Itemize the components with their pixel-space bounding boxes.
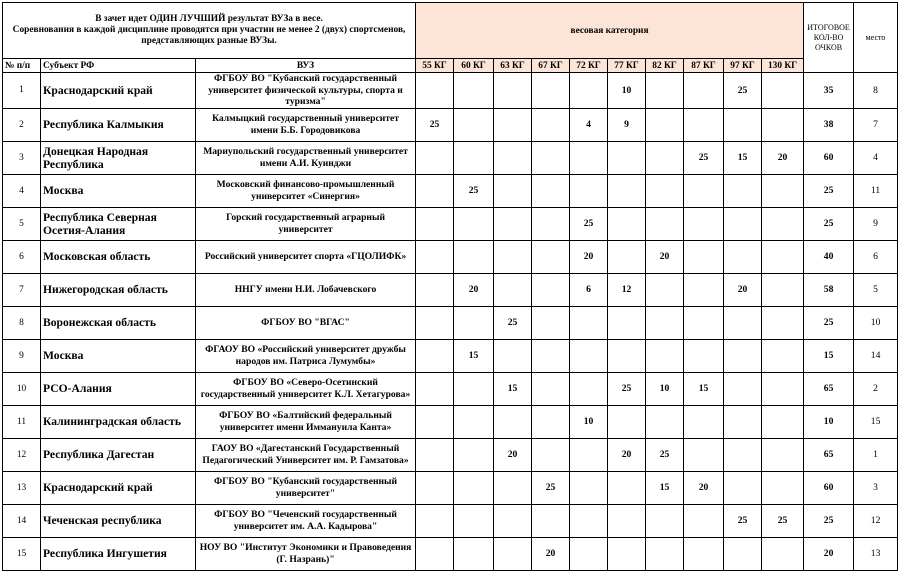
score-cell [416, 141, 454, 174]
score-cell: 15 [494, 372, 532, 405]
table-row [3, 273, 898, 306]
table-row [3, 207, 898, 240]
score-cell: 25 [608, 372, 646, 405]
score-cell [532, 405, 570, 438]
score-cell [416, 174, 454, 207]
weight-column-header: 60 КГ [454, 59, 494, 73]
score-cell [684, 339, 724, 372]
header-row-top [3, 3, 898, 59]
score-cell [684, 306, 724, 339]
score-cell [684, 504, 724, 537]
score-cell [454, 240, 494, 273]
score-cell [724, 108, 762, 141]
score-cell [454, 141, 494, 174]
score-cell [646, 141, 684, 174]
score-cell [762, 471, 804, 504]
total-points-header: ИТОГОВОЕ КОЛ-ВО ОЧКОВ [804, 3, 854, 73]
subject-cell: Воронежская область [41, 306, 196, 339]
table-row [3, 73, 898, 109]
subject-cell: Чеченская республика [41, 504, 196, 537]
row-number: 8 [3, 306, 41, 339]
subject-cell: РСО-Алания [41, 372, 196, 405]
place-cell: 3 [854, 471, 898, 504]
row-number: 6 [3, 240, 41, 273]
score-cell [762, 207, 804, 240]
score-cell: 25 [724, 504, 762, 537]
university-cell: НОУ ВО "Институт Экономики и Правоведения (Г. Назрань)" [196, 537, 416, 570]
score-cell [684, 207, 724, 240]
university-cell: ФГБОУ ВО "Чеченский государственный университет им. А.А. Кадырова" [196, 504, 416, 537]
score-cell [454, 372, 494, 405]
score-cell: 25 [494, 306, 532, 339]
total-points-cell: 60 [804, 471, 854, 504]
score-cell [724, 207, 762, 240]
total-points-cell: 25 [804, 306, 854, 339]
score-cell [762, 438, 804, 471]
score-cell [684, 537, 724, 570]
score-cell [570, 438, 608, 471]
university-cell: Горский государственный аграрный университет [196, 207, 416, 240]
score-cell [724, 372, 762, 405]
score-cell [454, 438, 494, 471]
score-cell [416, 339, 454, 372]
score-cell [416, 372, 454, 405]
score-cell [762, 306, 804, 339]
score-cell [646, 537, 684, 570]
score-cell [494, 339, 532, 372]
row-number: 9 [3, 339, 41, 372]
rules-note-line1: В зачет идет ОДИН ЛУЧШИЙ результат ВУЗа в весе. [95, 14, 323, 24]
score-cell [494, 504, 532, 537]
university-cell: Российский университет спорта «ГЦОЛИФК» [196, 240, 416, 273]
score-cell: 20 [762, 141, 804, 174]
score-cell [494, 73, 532, 109]
score-cell [684, 108, 724, 141]
score-cell [570, 73, 608, 109]
score-cell [762, 537, 804, 570]
score-cell [454, 405, 494, 438]
university-cell: Московский финансово-промышленный университет «Синергия» [196, 174, 416, 207]
score-cell [608, 207, 646, 240]
score-cell: 25 [646, 438, 684, 471]
score-cell [494, 141, 532, 174]
score-cell [454, 471, 494, 504]
subject-cell: Нижегородская область [41, 273, 196, 306]
weight-category-header: весовая категория [416, 3, 804, 59]
score-cell: 20 [608, 438, 646, 471]
weight-column-header: 130 КГ [762, 59, 804, 73]
rules-note [3, 3, 416, 59]
score-cell [416, 504, 454, 537]
place-cell: 12 [854, 504, 898, 537]
score-cell [570, 339, 608, 372]
total-points-cell: 25 [804, 174, 854, 207]
score-cell [608, 339, 646, 372]
score-cell: 20 [454, 273, 494, 306]
place-cell: 6 [854, 240, 898, 273]
score-cell [570, 537, 608, 570]
university-cell: Мариупольский государственный университет имени А.И. Куинджи [196, 141, 416, 174]
score-cell [570, 372, 608, 405]
score-cell [494, 537, 532, 570]
subject-cell: Республика Дагестан [41, 438, 196, 471]
score-cell [532, 339, 570, 372]
score-cell [416, 306, 454, 339]
row-number: 5 [3, 207, 41, 240]
score-cell [454, 504, 494, 537]
score-cell [532, 174, 570, 207]
weight-column-header: 77 КГ [608, 59, 646, 73]
total-points-cell: 40 [804, 240, 854, 273]
score-cell: 25 [416, 108, 454, 141]
table-row [3, 504, 898, 537]
score-cell [494, 471, 532, 504]
university-cell: ФГБОУ ВО «Балтийский федеральный университет имени Иммануила Канта» [196, 405, 416, 438]
score-cell [494, 174, 532, 207]
score-cell [532, 504, 570, 537]
place-cell: 10 [854, 306, 898, 339]
score-cell [724, 306, 762, 339]
score-cell [570, 504, 608, 537]
subject-cell: Республика Северная Осетия-Алания [41, 207, 196, 240]
place-cell: 14 [854, 339, 898, 372]
table-row [3, 240, 898, 273]
score-cell [608, 240, 646, 273]
score-cell [532, 306, 570, 339]
score-cell [494, 108, 532, 141]
university-cell: ФГБОУ ВО "Кубанский государственный университет физической культуры, спорта и туризма" [196, 73, 416, 109]
score-cell [724, 339, 762, 372]
subject-cell: Республика Калмыкия [41, 108, 196, 141]
subject-cell: Краснодарский край [41, 471, 196, 504]
score-cell: 15 [646, 471, 684, 504]
score-cell [724, 405, 762, 438]
table-row [3, 141, 898, 174]
university-cell: Калмыцкий государственный университет имени Б.Б. Городовикова [196, 108, 416, 141]
score-cell [646, 504, 684, 537]
score-cell [684, 174, 724, 207]
score-cell [532, 73, 570, 109]
score-cell: 9 [608, 108, 646, 141]
score-cell: 15 [724, 141, 762, 174]
score-cell [532, 372, 570, 405]
weight-column-header: 97 КГ [724, 59, 762, 73]
place-cell: 11 [854, 174, 898, 207]
score-cell [608, 504, 646, 537]
total-points-cell: 65 [804, 372, 854, 405]
table-row [3, 372, 898, 405]
total-points-cell: 20 [804, 537, 854, 570]
score-cell [608, 405, 646, 438]
score-cell [646, 273, 684, 306]
subject-cell: Донецкая Народная Республика [41, 141, 196, 174]
score-cell: 25 [724, 73, 762, 109]
place-cell: 4 [854, 141, 898, 174]
score-cell [570, 306, 608, 339]
university-cell: ФГБОУ ВО «Северо-Осетинский государственный университет К.Л. Хетагурова» [196, 372, 416, 405]
place-header: место [854, 3, 898, 73]
score-cell [494, 207, 532, 240]
score-cell [684, 73, 724, 109]
score-cell [608, 141, 646, 174]
weight-column-header: 67 КГ [532, 59, 570, 73]
table-row [3, 339, 898, 372]
total-points-cell: 60 [804, 141, 854, 174]
total-points-cell: 10 [804, 405, 854, 438]
row-number: 7 [3, 273, 41, 306]
score-cell [416, 240, 454, 273]
total-points-cell: 25 [804, 207, 854, 240]
score-cell [608, 471, 646, 504]
score-cell: 20 [570, 240, 608, 273]
table-row [3, 306, 898, 339]
score-cell: 15 [454, 339, 494, 372]
score-cell [416, 537, 454, 570]
score-cell [646, 108, 684, 141]
subject-cell: Калининградская область [41, 405, 196, 438]
score-cell [724, 438, 762, 471]
score-cell: 25 [762, 504, 804, 537]
place-cell: 13 [854, 537, 898, 570]
place-cell: 1 [854, 438, 898, 471]
table-row [3, 537, 898, 570]
weight-column-header: 82 КГ [646, 59, 684, 73]
score-cell: 20 [646, 240, 684, 273]
score-cell [762, 273, 804, 306]
row-number: 10 [3, 372, 41, 405]
score-cell: 25 [570, 207, 608, 240]
score-cell [532, 207, 570, 240]
total-points-cell: 38 [804, 108, 854, 141]
row-number: 4 [3, 174, 41, 207]
score-cell [762, 339, 804, 372]
score-cell: 25 [684, 141, 724, 174]
score-cell [608, 306, 646, 339]
score-cell [570, 471, 608, 504]
row-number: 12 [3, 438, 41, 471]
subject-cell: Краснодарский край [41, 73, 196, 109]
score-cell: 25 [454, 174, 494, 207]
score-cell [724, 537, 762, 570]
subject-cell: Москва [41, 339, 196, 372]
score-cell [762, 372, 804, 405]
score-cell [684, 438, 724, 471]
score-cell: 10 [608, 73, 646, 109]
score-cell [416, 405, 454, 438]
score-cell: 20 [494, 438, 532, 471]
score-cell [454, 306, 494, 339]
place-cell: 7 [854, 108, 898, 141]
weight-column-header: 55 КГ [416, 59, 454, 73]
score-cell [646, 339, 684, 372]
table-row [3, 108, 898, 141]
table-row [3, 174, 898, 207]
score-cell [724, 174, 762, 207]
score-cell [416, 471, 454, 504]
score-cell [762, 405, 804, 438]
university-cell: ФГБОУ ВО "ВГАС" [196, 306, 416, 339]
score-cell: 20 [532, 537, 570, 570]
row-number: 15 [3, 537, 41, 570]
weight-column-header: 72 КГ [570, 59, 608, 73]
place-cell: 15 [854, 405, 898, 438]
rules-note-line2: Соревнования в каждой дисциплине проводятся при участии не менее 2 (двух) спортсменов, представляющих разные ВУЗы. [12, 25, 406, 46]
score-cell [646, 73, 684, 109]
total-points-cell: 15 [804, 339, 854, 372]
place-cell: 8 [854, 73, 898, 109]
row-number: 14 [3, 504, 41, 537]
table-row [3, 438, 898, 471]
num-column-header: № п/п [3, 59, 41, 73]
total-points-cell: 25 [804, 504, 854, 537]
place-cell: 5 [854, 273, 898, 306]
score-cell: 6 [570, 273, 608, 306]
subject-cell: Республика Ингушетия [41, 537, 196, 570]
weight-column-header: 63 КГ [494, 59, 532, 73]
place-cell: 2 [854, 372, 898, 405]
subject-column-header: Субъект РФ [41, 59, 196, 73]
row-number: 13 [3, 471, 41, 504]
score-cell [608, 537, 646, 570]
score-cell [494, 240, 532, 273]
score-cell [762, 174, 804, 207]
score-cell: 20 [684, 471, 724, 504]
score-cell [494, 405, 532, 438]
score-cell [762, 73, 804, 109]
university-cell: ФГБОУ ВО "Кубанский государственный университет" [196, 471, 416, 504]
place-cell: 9 [854, 207, 898, 240]
score-cell [416, 207, 454, 240]
university-cell: ФГАОУ ВО «Российский университет дружбы народов им. Патриса Лумумбы» [196, 339, 416, 372]
score-cell [608, 174, 646, 207]
score-cell [416, 73, 454, 109]
score-cell [724, 471, 762, 504]
university-cell: ГАОУ ВО «Дагестанский Государственный Педагогический Университет им. Р. Гамзатова» [196, 438, 416, 471]
score-cell [416, 273, 454, 306]
total-points-cell: 35 [804, 73, 854, 109]
score-cell: 20 [724, 273, 762, 306]
score-cell: 10 [646, 372, 684, 405]
row-number: 1 [3, 73, 41, 109]
score-cell [646, 207, 684, 240]
weight-column-header: 87 КГ [684, 59, 724, 73]
score-cell [570, 174, 608, 207]
score-cell [684, 240, 724, 273]
score-cell [454, 537, 494, 570]
university-column-header: ВУЗ [196, 59, 416, 73]
row-number: 3 [3, 141, 41, 174]
score-cell [454, 108, 494, 141]
score-cell [454, 207, 494, 240]
score-cell [684, 273, 724, 306]
table-row [3, 471, 898, 504]
subject-cell: Московская область [41, 240, 196, 273]
score-cell [684, 405, 724, 438]
score-cell [532, 240, 570, 273]
table-row [3, 405, 898, 438]
score-cell [646, 174, 684, 207]
header-row-columns [3, 59, 898, 73]
row-number: 2 [3, 108, 41, 141]
score-cell: 10 [570, 405, 608, 438]
score-cell [762, 108, 804, 141]
score-cell [416, 438, 454, 471]
score-cell [454, 73, 494, 109]
score-cell [762, 240, 804, 273]
score-cell [532, 141, 570, 174]
score-cell [494, 273, 532, 306]
score-cell: 12 [608, 273, 646, 306]
total-points-cell: 65 [804, 438, 854, 471]
score-cell: 4 [570, 108, 608, 141]
score-cell [570, 141, 608, 174]
score-cell [646, 306, 684, 339]
score-cell: 25 [532, 471, 570, 504]
row-number: 11 [3, 405, 41, 438]
subject-cell: Москва [41, 174, 196, 207]
university-cell: ННГУ имени Н.И. Лобачевского [196, 273, 416, 306]
total-points-cell: 58 [804, 273, 854, 306]
score-cell [646, 405, 684, 438]
score-cell: 15 [684, 372, 724, 405]
score-cell [532, 438, 570, 471]
results-table [2, 2, 898, 571]
score-cell [532, 108, 570, 141]
score-cell [532, 273, 570, 306]
score-cell [724, 240, 762, 273]
